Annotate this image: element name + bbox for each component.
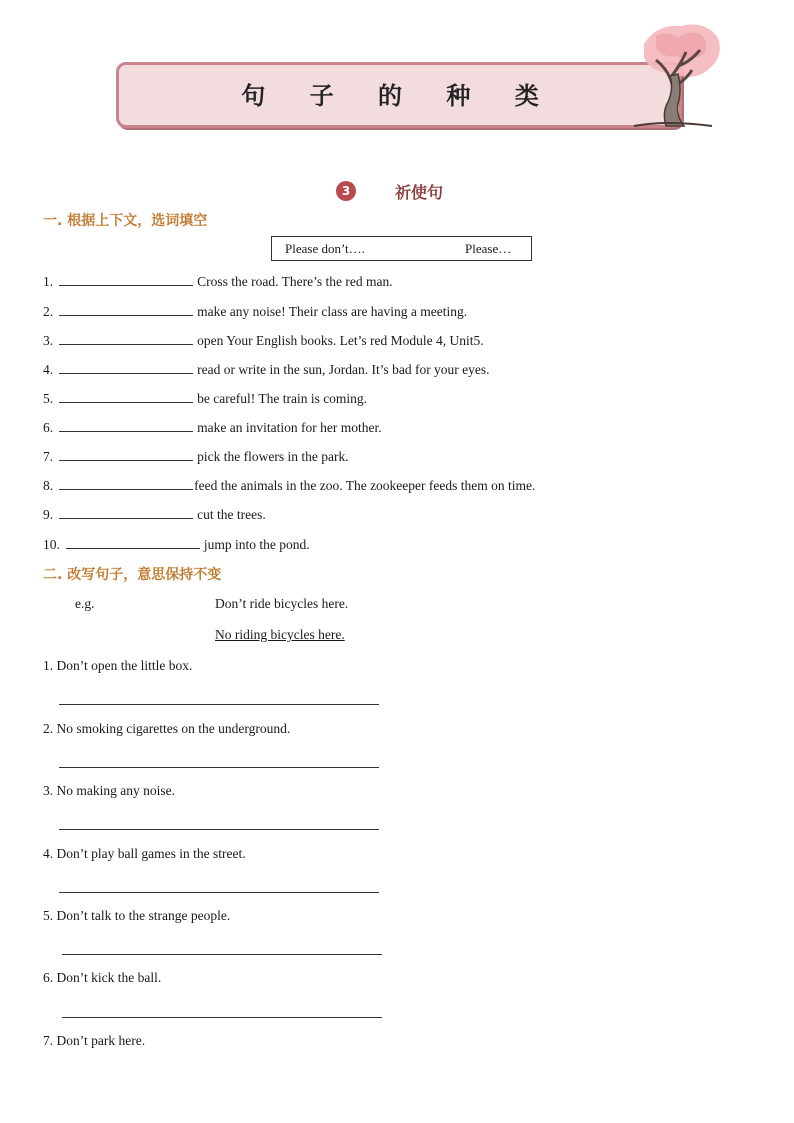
answer-line[interactable] xyxy=(59,829,379,830)
example-sentence: Don’t ride bicycles here. xyxy=(215,596,349,611)
part2-heading: 二. 改写句子，意思保持不变 xyxy=(43,567,222,583)
option-please-dont: Please don’t…. xyxy=(285,241,365,256)
rewrite-item: 6. Don’t kick the ball. xyxy=(43,970,162,985)
example-answer: No riding bicycles here. xyxy=(215,627,345,642)
section-title: 祈使句 xyxy=(395,182,444,202)
answer-line[interactable] xyxy=(62,954,382,955)
rewrite-item: 5. Don’t talk to the strange people. xyxy=(43,908,231,923)
answer-blank[interactable] xyxy=(59,389,193,403)
part1-heading: 一. 根据上下文，选词填空 xyxy=(43,213,208,229)
section-heading xyxy=(336,180,443,202)
fill-item: 7. pick the flowers in the park. xyxy=(43,449,349,464)
fill-item: 1. Cross the road. There’s the red man. xyxy=(43,274,393,289)
answer-blank[interactable] xyxy=(59,476,193,490)
fill-item: 8. feed the animals in the zoo. The zookeeper feeds them on time. xyxy=(43,478,536,493)
rewrite-item: 4. Don’t play ball games in the street. xyxy=(43,846,246,861)
tree-icon xyxy=(626,16,726,128)
answer-line[interactable] xyxy=(59,892,379,893)
answer-blank[interactable] xyxy=(59,505,193,519)
answer-blank[interactable] xyxy=(59,272,193,286)
answer-line[interactable] xyxy=(59,767,379,768)
fill-item: 9. cut the trees. xyxy=(43,507,266,522)
example-label: e.g. xyxy=(75,596,95,611)
rewrite-item: 7. Don’t park here. xyxy=(43,1033,146,1048)
answer-blank[interactable] xyxy=(59,302,193,316)
rewrite-item: 3. No making any noise. xyxy=(43,783,175,798)
rewrite-item: 2. No smoking cigarettes on the underground. xyxy=(43,721,291,736)
answer-blank[interactable] xyxy=(59,360,193,374)
fill-item: 2. make any noise! Their class are having a meeting. xyxy=(43,304,468,319)
fill-item: 3. open Your English books. Let’s red Module 4, Unit5. xyxy=(43,333,484,348)
option-please: Please… xyxy=(465,241,512,256)
answer-blank[interactable] xyxy=(59,447,193,461)
answer-blank[interactable] xyxy=(59,331,193,345)
title-banner xyxy=(116,62,682,128)
fill-item: 5. be careful! The train is coming. xyxy=(43,391,368,406)
page-title: 句 子 的 种 类 xyxy=(241,82,557,110)
section-number-badge: 3 xyxy=(336,181,356,201)
answer-blank[interactable] xyxy=(59,418,193,432)
rewrite-item: 1. Don’t open the little box. xyxy=(43,658,193,673)
answer-line[interactable] xyxy=(59,704,379,705)
word-options-box xyxy=(271,236,532,261)
fill-item: 6. make an invitation for her mother. xyxy=(43,420,382,435)
fill-item: 4. read or write in the sun, Jordan. It’s bad for your eyes. xyxy=(43,362,490,377)
answer-line[interactable] xyxy=(62,1017,382,1018)
fill-item: 10. jump into the pond. xyxy=(43,537,310,552)
answer-blank[interactable] xyxy=(66,535,200,549)
